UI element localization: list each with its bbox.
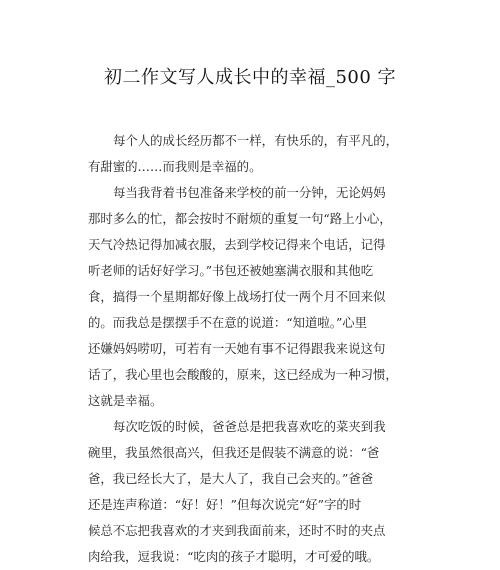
paragraph-2-line-4: 听老师的话好好学习。”书包还被她塞满衣服和其他吃 xyxy=(88,263,374,278)
document-body xyxy=(88,128,418,570)
paragraph-2-line-6: 的。而我总是摆摆手不在意的说道：“知道啦。”心里 xyxy=(88,315,368,330)
paragraph-2-line-2: 那时多么的忙，都会按时不耐烦的重复一句“路上小心， xyxy=(88,211,392,226)
document-title: 初二作文写人成长中的幸福_500 字 xyxy=(103,67,397,88)
paragraph-3-line-5: 候总不忘把我喜欢的才夹到我面前来，还时不时的夹点 xyxy=(88,523,386,538)
paragraph-2-line-9: 这就是幸福。 xyxy=(88,393,163,408)
paragraph-2-line-8: 话了，我心里也会酸酸的，原来，这已经成为一种习惯， xyxy=(88,367,398,382)
paragraph-2-line-3: 天气冷热记得加减衣服，去到学校记得来个电话，记得 xyxy=(88,237,386,252)
paragraph-2-line-7: 还嫌妈妈唠叨，可若有一天她有事不记得跟我来说这句 xyxy=(88,341,386,356)
paragraph-2-line-5: 食，搞得一个星期都好像上战场打仗一两个月不回来似 xyxy=(88,289,386,304)
paragraph-3-line-1: 每次吃饭的时候，爸爸总是把我喜欢吃的菜夹到我 xyxy=(113,419,386,434)
paragraph-2-line-1: 每当我背着书包准备来学校的前一分钟，无论妈妈 xyxy=(113,185,386,200)
paragraph-3-line-4: 还是连声称道：“好！好！”但每次说完“好”字的时 xyxy=(88,497,362,512)
paragraph-1-line-2: 有甜蜜的……而我则是幸福的。 xyxy=(88,159,262,174)
paragraph-3-line-2: 碗里，我虽然很高兴，但我还是假装不满意的说：“爸 xyxy=(88,445,380,460)
paragraph-3-line-3: 爸，我已经长大了，是大人了，我自己会夹的。”爸爸 xyxy=(88,471,374,486)
paragraph-3-line-6: 肉给我，逗我说：“吃肉的孩子才聪明，才可爱的哦。 xyxy=(88,549,380,564)
paragraph-1-line-1: 每个人的成长经历都不一样，有快乐的，有平凡的， xyxy=(113,133,398,148)
